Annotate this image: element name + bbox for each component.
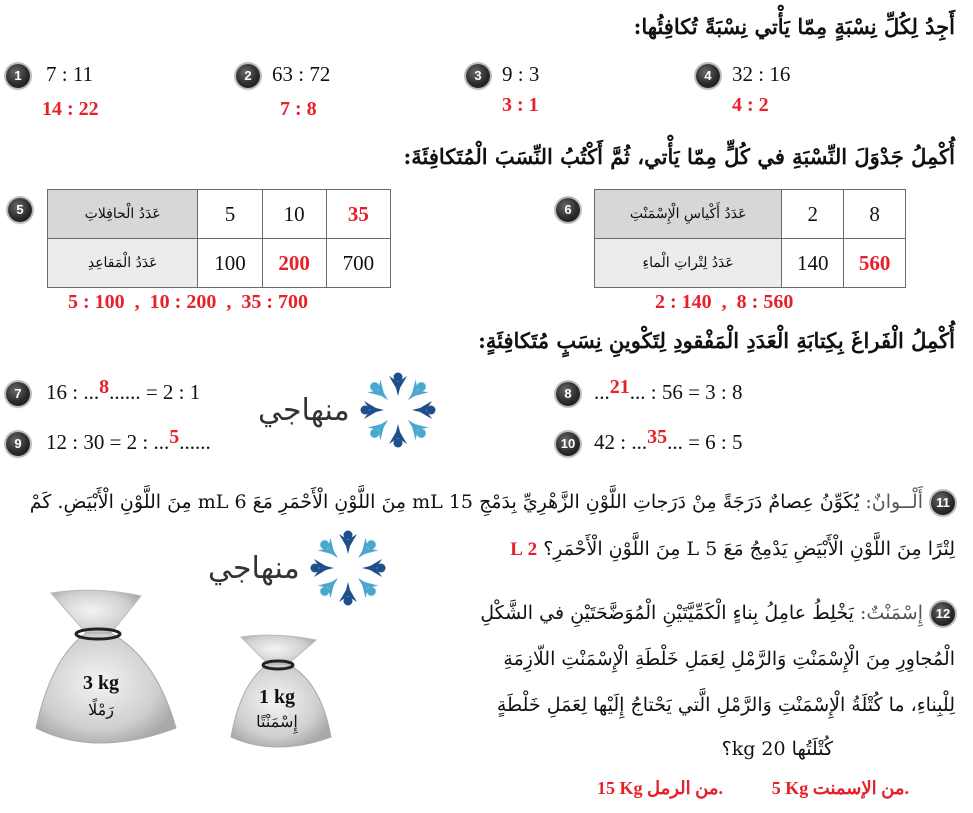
blank-answer-7: 8 xyxy=(99,376,110,398)
table5-cell: 10 xyxy=(262,190,326,239)
problem12-title: إِسْمَنْتٌ: xyxy=(860,602,923,624)
answer-1: 14 : 22 xyxy=(42,98,99,120)
table5-cell: 5 xyxy=(198,190,262,239)
table5-cell: 100 xyxy=(198,239,262,288)
problem11-line2: لِتْرًا مِنَ اللَّوْنِ الْأَبْيَضِ يَدْمِجُ مَعَ 5 L مِنَ اللَّوْنِ الْأَحْمَرِ؟ 2 L xyxy=(510,538,955,560)
problem-2: 63 : 72 xyxy=(272,62,331,86)
number-badge-1: 1 xyxy=(6,64,30,88)
table5-answer: 5 : 100 , 10 : 200 , 35 : 700 xyxy=(68,291,308,313)
fill-blank-10: 42 : ...35... = 6 : 5 xyxy=(594,426,743,454)
table5-row2-label: عَدَدُ الْمَقاعِدِ xyxy=(48,239,198,288)
table5-cell-answer: 35 xyxy=(326,190,390,239)
table6-cell: 2 xyxy=(782,190,844,239)
answer-4: 4 : 2 xyxy=(732,94,769,116)
problem-3: 9 : 3 xyxy=(502,62,540,86)
number-badge-5: 5 xyxy=(8,198,32,222)
number-badge-10: 10 xyxy=(556,432,580,456)
blank-answer-9: 5 xyxy=(169,426,180,448)
problem12-answer-sand: 15 Kg من الرمل. xyxy=(596,778,723,798)
number-badge-8: 8 xyxy=(556,382,580,406)
problem11-title: أَلْــوانٌ: xyxy=(865,491,923,513)
number-badge-2: 2 xyxy=(236,64,260,88)
problem12-line2: الْمُجاوِرِ مِنَ الْإِسْمَنْتِ وَالرَّمْلِ لِعَمَلِ خَلْطَةِ الْإِسْمَنْتِ اللّازِمَةِ xyxy=(503,648,955,670)
section1-heading: أَجِدُ لِكُلِّ نِسْبَةٍ مِمّا يَأْتي نِسْبَةً تُكافِئُها: xyxy=(633,14,955,39)
sand-bag-label: رَمْلًا xyxy=(88,702,114,719)
ratio-table-6 xyxy=(594,189,906,288)
fill-blank-7: 16 : ...8...... = 2 : 1 xyxy=(46,376,201,404)
table5-cell: 700 xyxy=(326,239,390,288)
number-badge-3: 3 xyxy=(466,64,490,88)
section2-heading: أُكْمِلُ جَدْوَلَ النِّسْبَةِ في كُلٍّ مِمّا يَأْتي، ثُمَّ أَكْتُبُ النِّسَبَ الْمُتَكافِئَةَ: xyxy=(403,144,955,169)
number-badge-7: 7 xyxy=(6,382,30,406)
number-badge-11: 11 xyxy=(931,491,955,515)
blank-answer-10: 35 xyxy=(647,426,668,448)
problem-4: 32 : 16 xyxy=(732,62,791,86)
problem11-line1: أَلْــوانٌ: يُكَوِّنُ عِصامٌ دَرَجَةً مِنْ دَرَجاتِ اللَّوْنِ الزَّهْرِيِّ بِدَمْجِ 15 mL مِنَ اللَّوْنِ الْأَحْمَرِ مَعَ 6 mL مِنَ اللَّوْنِ الْأَبْيَضِ. كَمْ xyxy=(29,491,923,513)
table5-row1-label: عَدَدُ الْحافِلاتِ xyxy=(48,190,198,239)
table6-row1-label: عَدَدُ أَكْياسِ الْإِسْمَنْتِ xyxy=(595,190,782,239)
manhaji-logo xyxy=(258,370,438,450)
sack-icon xyxy=(16,588,181,753)
table5-cell-answer: 200 xyxy=(262,239,326,288)
ratio-table-5 xyxy=(47,189,391,288)
problem12-line1: إِسْمَنْتٌ: يَخْلِطُ عامِلُ بِناءٍ الْكَمِّيَّتَيْنِ الْمُوَضَّحَتَيْنِ في الشَّكْلِ xyxy=(480,602,923,624)
logo-emblem-icon xyxy=(308,528,388,608)
problem12-line3: لِلْبِناءِ، ما كُتْلَةُ الْإِسْمَنْتِ وَالرَّمْلِ الَّتي يَحْتاجُ إِلَيْها لِعَمَلِ خَلْطَةٍ xyxy=(496,694,955,716)
table6-cell-answer: 560 xyxy=(844,239,906,288)
problem12-answer-cement: 5 Kg من الإسمنت. xyxy=(771,778,909,798)
table6-cell: 140 xyxy=(782,239,844,288)
fill-blank-9: 12 : 30 = 2 : ...5...... xyxy=(46,426,211,454)
answer-2: 7 : 8 xyxy=(280,98,317,120)
manhaji-logo-2 xyxy=(208,528,388,608)
blank-answer-8: 21 xyxy=(609,376,630,398)
table6-row2-label: عَدَدُ لِتْراتِ الْماءِ xyxy=(595,239,782,288)
problem11-answer: 2 L xyxy=(510,539,538,560)
table6-answer: 2 : 140 , 8 : 560 xyxy=(655,291,794,313)
sand-bag-weight: 3 kg xyxy=(82,672,120,694)
logo-text: منهاجي xyxy=(258,392,350,428)
logo-emblem-icon xyxy=(358,370,438,450)
fill-blank-8: ...21... : 56 = 3 : 8 xyxy=(594,376,743,404)
cement-bag-label: إِسْمَنْتًا xyxy=(256,714,298,731)
logo-text: منهاجي xyxy=(208,550,300,586)
section3-heading: أُكْمِلُ الْفَراغَ بِكِتابَةِ الْعَدَدِ الْمَفْقودِ لِتَكْوينِ نِسَبٍ مُتَكافِئَةٍ: xyxy=(478,328,955,353)
problem-1: 7 : 11 xyxy=(46,62,94,86)
problem12-line4: كُتْلَتُها 20 kg؟ xyxy=(721,738,833,760)
cement-bag-weight: 1 kg xyxy=(258,686,296,708)
number-badge-6: 6 xyxy=(556,198,580,222)
answer-3: 3 : 1 xyxy=(502,94,539,116)
number-badge-12: 12 xyxy=(931,602,955,626)
sand-bag-image xyxy=(16,588,181,753)
table6-cell: 8 xyxy=(844,190,906,239)
number-badge-4: 4 xyxy=(696,64,720,88)
number-badge-9: 9 xyxy=(6,432,30,456)
